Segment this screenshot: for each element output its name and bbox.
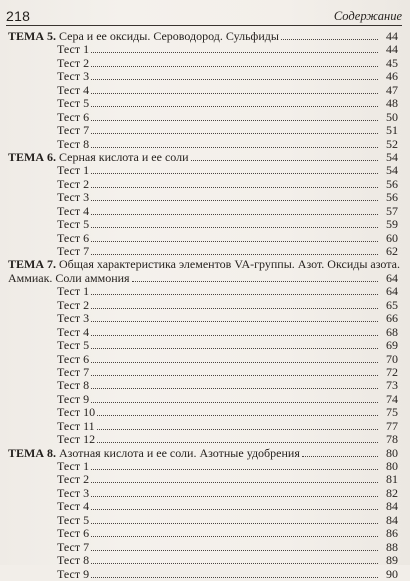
topic-8-test-4-entry[interactable] xyxy=(8,500,398,513)
topic-7-test-8-entry[interactable] xyxy=(8,379,398,392)
test-label: Тест 6 xyxy=(57,526,90,541)
test-page-number: 48 xyxy=(386,96,398,111)
topic-5-test-6-entry[interactable] xyxy=(8,111,398,124)
dot-leader xyxy=(91,93,378,94)
test-label: Тест 1 xyxy=(57,163,90,178)
test-label: Тест 1 xyxy=(57,459,90,473)
topic-7-test-6-entry[interactable] xyxy=(8,353,398,366)
dot-leader xyxy=(91,348,378,349)
dot-leader xyxy=(91,335,378,336)
dot-leader xyxy=(91,147,378,148)
test-label: Тест 4 xyxy=(57,499,90,514)
test-label: Тест 4 xyxy=(57,82,90,97)
dot-leader xyxy=(91,388,378,389)
dot-leader xyxy=(91,187,378,188)
topic-5-test-4-entry[interactable] xyxy=(8,84,398,97)
test-label: Тест 2 xyxy=(57,297,90,312)
dot-leader xyxy=(91,523,378,524)
test-label: Тест 5 xyxy=(57,512,90,527)
test-page-number: 77 xyxy=(386,418,398,433)
dot-leader xyxy=(91,214,378,215)
dot-leader xyxy=(132,281,378,282)
dot-leader xyxy=(91,173,378,174)
dot-leader xyxy=(91,133,378,134)
test-page-number: 65 xyxy=(386,297,398,312)
topic-7-title xyxy=(8,258,400,271)
dot-leader xyxy=(91,241,378,242)
topic-7-test-12-entry[interactable] xyxy=(8,433,398,446)
dot-leader xyxy=(91,563,378,564)
dot-leader xyxy=(91,362,378,363)
test-page-number: 64 xyxy=(386,284,398,299)
test-label: Тест 7 xyxy=(57,244,90,258)
running-header xyxy=(6,2,402,24)
dot-leader xyxy=(91,79,378,80)
topic-7-test-3-entry[interactable] xyxy=(8,312,398,325)
topic-5-test-2-entry[interactable] xyxy=(8,57,398,70)
topic-8-test-3-entry[interactable] xyxy=(8,487,398,500)
dot-leader xyxy=(91,536,378,537)
dot-leader xyxy=(91,254,378,255)
test-label: Тест 8 xyxy=(57,378,90,393)
test-label: Тест 9 xyxy=(57,391,90,406)
test-page-number: 60 xyxy=(386,230,398,245)
test-page-number: 82 xyxy=(386,485,398,500)
topic-6-test-1-entry[interactable] xyxy=(8,164,398,177)
topic-6-prefix: ТЕМА 6. xyxy=(8,149,56,164)
test-page-number: 52 xyxy=(386,136,398,151)
topic-8-test-5-entry[interactable] xyxy=(8,514,398,527)
topic-7-test-1-entry[interactable] xyxy=(8,285,398,298)
dot-leader xyxy=(91,294,378,295)
topic-7-heading-continued[interactable] xyxy=(8,272,398,285)
dot-leader xyxy=(91,52,378,53)
topic-5-test-3-entry[interactable] xyxy=(8,70,398,83)
dot-leader xyxy=(97,415,378,416)
test-page-number: 74 xyxy=(386,391,398,406)
test-page-number: 56 xyxy=(386,190,398,205)
topic-5-test-8-entry[interactable] xyxy=(8,138,398,151)
test-label: Тест 10 xyxy=(57,405,96,420)
test-label: Тест 1 xyxy=(57,284,90,299)
page-number: 218 xyxy=(6,8,31,24)
dot-leader xyxy=(91,496,378,497)
topic-7-test-10-entry[interactable] xyxy=(8,406,398,419)
test-label: Тест 8 xyxy=(57,136,90,151)
topic-5-test-1-entry[interactable] xyxy=(8,43,398,56)
topic-7-test-4-entry[interactable] xyxy=(8,326,398,339)
topic-7-prefix: ТЕМА 7. xyxy=(8,257,56,272)
test-page-number: 89 xyxy=(386,553,398,568)
test-label: Тест 8 xyxy=(57,553,90,568)
topic-8-prefix: ТЕМА 8. xyxy=(8,445,56,460)
topic-5-heading[interactable] xyxy=(8,30,398,43)
test-page-number: 78 xyxy=(386,432,398,447)
dot-leader xyxy=(91,469,378,470)
topic-6-title xyxy=(8,151,189,164)
test-page-number: 69 xyxy=(386,338,398,353)
topic-6-test-6-entry[interactable] xyxy=(8,232,398,245)
test-label: Тест 2 xyxy=(57,55,90,70)
topic-8-heading[interactable] xyxy=(8,447,398,460)
test-page-number: 73 xyxy=(386,378,398,393)
test-label: Тест 6 xyxy=(57,351,90,366)
test-label: Тест 5 xyxy=(57,96,90,111)
dot-leader xyxy=(91,106,378,107)
dot-leader xyxy=(91,550,378,551)
topic-8-test-8-entry[interactable] xyxy=(8,554,398,567)
topic-6-heading[interactable] xyxy=(8,151,398,164)
topic-5-test-7-entry[interactable] xyxy=(8,124,398,137)
topic-6-title-text: Серная кислота и ее соли xyxy=(59,149,189,164)
test-page-number: 80 xyxy=(386,459,398,473)
dot-leader xyxy=(91,509,378,510)
topic-7-test-5-entry[interactable] xyxy=(8,339,398,352)
dot-leader xyxy=(91,321,378,322)
test-page-number: 72 xyxy=(386,364,398,379)
topic-7-test-7-entry[interactable] xyxy=(8,366,398,379)
test-label: Тест 6 xyxy=(57,109,90,124)
dot-leader xyxy=(91,482,378,483)
topic-7-page: 64 xyxy=(386,270,398,285)
test-page-number: 44 xyxy=(386,42,398,57)
topic-6-test-4-entry[interactable] xyxy=(8,205,398,218)
topic-7-title-text: Общая характеристика элементов VA-группы. Азот. Оксиды азота. xyxy=(59,257,400,272)
topic-6-page: 54 xyxy=(386,149,398,164)
test-page-number: 90 xyxy=(386,566,398,581)
test-page-number: 70 xyxy=(386,351,398,366)
dot-leader xyxy=(97,442,378,443)
dot-leader xyxy=(91,402,378,403)
test-label: Тест 7 xyxy=(57,539,90,554)
test-page-number: 59 xyxy=(386,217,398,232)
topic-5-prefix: ТЕМА 5. xyxy=(8,29,56,43)
dot-leader xyxy=(302,456,378,457)
test-page-number: 88 xyxy=(386,539,398,554)
test-label: Тест 3 xyxy=(57,69,90,84)
test-label: Тест 7 xyxy=(57,123,90,138)
test-label: Тест 3 xyxy=(57,190,90,205)
test-page-number: 56 xyxy=(386,176,398,191)
test-page-number: 68 xyxy=(386,324,398,339)
test-label: Тест 4 xyxy=(57,203,90,218)
topic-8-test-1-entry[interactable] xyxy=(8,460,398,473)
topic-7-test-2-entry[interactable] xyxy=(8,299,398,312)
topic-5-page: 44 xyxy=(386,29,398,43)
test-page-number: 62 xyxy=(386,244,398,258)
test-label: Тест 2 xyxy=(57,176,90,191)
test-label: Тест 3 xyxy=(57,485,90,500)
topic-5-title xyxy=(8,30,279,43)
dot-leader xyxy=(91,375,378,376)
section-name: Содержание xyxy=(333,9,402,23)
topic-7-test-11-entry[interactable] xyxy=(8,420,398,433)
topic-8-test-6-entry[interactable] xyxy=(8,527,398,540)
topic-6-test-5-entry[interactable] xyxy=(8,218,398,231)
test-label: Тест 1 xyxy=(57,42,90,57)
topic-6-test-3-entry[interactable] xyxy=(8,191,398,204)
test-label: Тест 11 xyxy=(57,418,95,433)
header-rule xyxy=(6,25,402,26)
dot-leader xyxy=(91,200,378,201)
test-page-number: 54 xyxy=(386,163,398,178)
topic-5-title-text: Сера и ее оксиды. Сероводород. Сульфиды xyxy=(59,29,279,43)
topic-8-title-text: Азотная кислота и ее соли. Азотные удобрения xyxy=(59,445,300,460)
test-page-number: 47 xyxy=(386,82,398,97)
test-label: Тест 6 xyxy=(57,230,90,245)
dot-leader xyxy=(91,577,378,578)
test-label: Тест 12 xyxy=(57,432,96,447)
table-of-contents xyxy=(8,30,398,581)
test-page-number: 57 xyxy=(386,203,398,218)
test-label: Тест 5 xyxy=(57,338,90,353)
test-page-number: 86 xyxy=(386,526,398,541)
test-label: Тест 9 xyxy=(57,566,90,581)
test-page-number: 50 xyxy=(386,109,398,124)
test-page-number: 51 xyxy=(386,123,398,138)
test-page-number: 45 xyxy=(386,55,398,70)
topic-5-test-5-entry[interactable] xyxy=(8,97,398,110)
topic-6-test-7-entry[interactable] xyxy=(8,245,398,258)
test-page-number: 46 xyxy=(386,69,398,84)
dot-leader xyxy=(91,66,378,67)
test-page-number: 81 xyxy=(386,472,398,487)
topic-8-title xyxy=(8,447,300,460)
topic-8-page: 80 xyxy=(386,445,398,460)
test-page-number: 84 xyxy=(386,499,398,514)
topic-7-heading[interactable] xyxy=(8,258,398,271)
dot-leader xyxy=(281,39,378,40)
dot-leader xyxy=(91,120,378,121)
dot-leader xyxy=(91,227,378,228)
test-label: Тест 4 xyxy=(57,324,90,339)
dot-leader xyxy=(97,429,378,430)
topic-8-test-7-entry[interactable] xyxy=(8,541,398,554)
topic-7-test-9-entry[interactable] xyxy=(8,393,398,406)
test-page-number: 66 xyxy=(386,311,398,326)
dot-leader xyxy=(191,160,378,161)
test-page-number: 84 xyxy=(386,512,398,527)
test-page-number: 75 xyxy=(386,405,398,420)
test-label: Тест 3 xyxy=(57,311,90,326)
dot-leader xyxy=(91,308,378,309)
topic-8-test-2-entry[interactable] xyxy=(8,473,398,486)
topic-7-title-cont: Аммиак. Соли аммония xyxy=(8,270,130,285)
test-label: Тест 2 xyxy=(57,472,90,487)
topic-6-test-2-entry[interactable] xyxy=(8,178,398,191)
test-label: Тест 5 xyxy=(57,217,90,232)
test-label: Тест 7 xyxy=(57,364,90,379)
topic-8-test-9-entry[interactable] xyxy=(8,568,398,581)
